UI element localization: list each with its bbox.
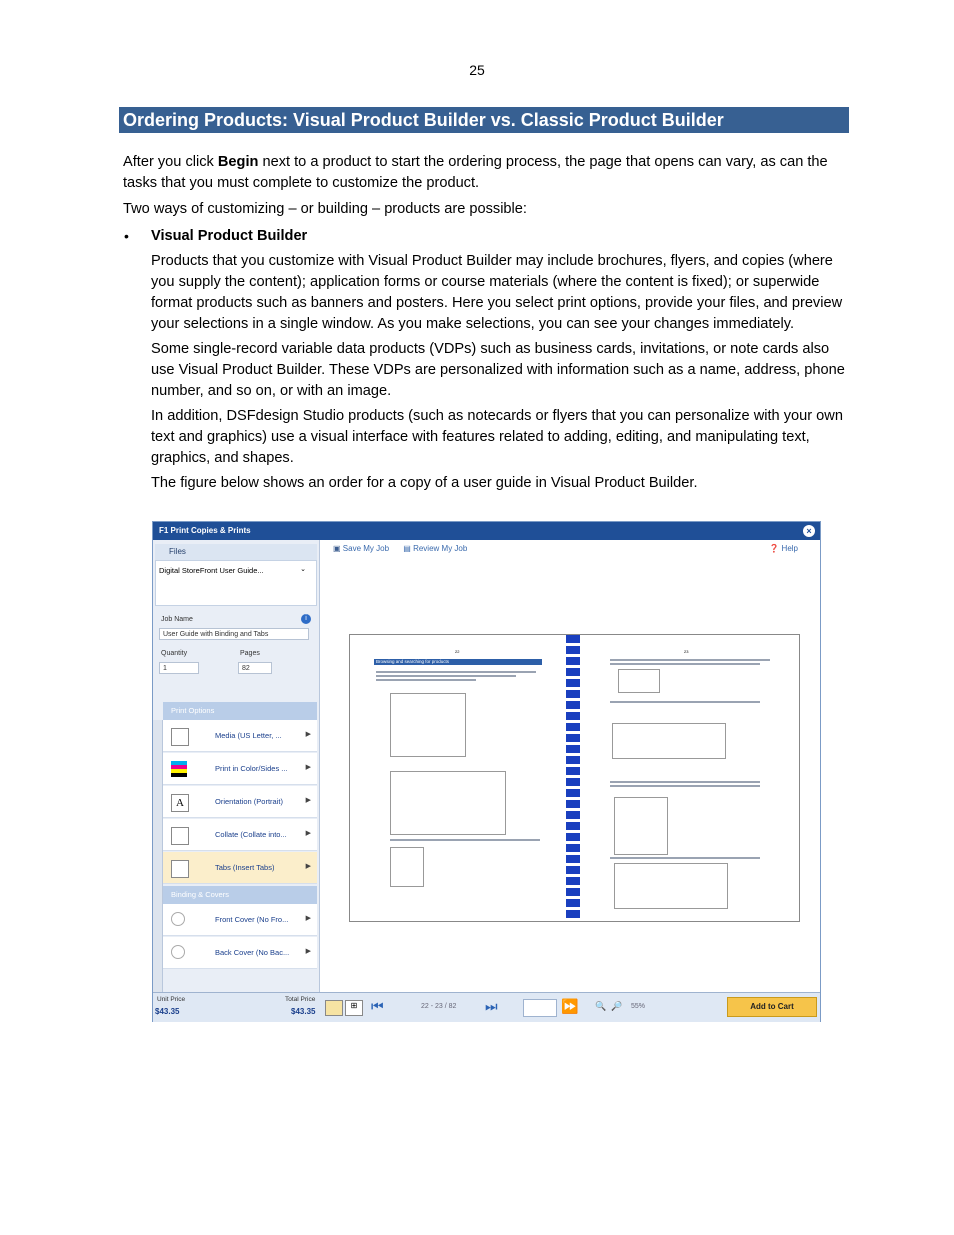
next-page-icon[interactable]: ⏩	[561, 998, 579, 1014]
radio-icon	[171, 912, 185, 926]
unit-price-label: Unit Price	[157, 996, 186, 1003]
color-icon	[171, 761, 187, 777]
options-scrollbar[interactable]	[153, 720, 163, 992]
total-price-label: Total Price	[285, 996, 316, 1003]
option-back-cover[interactable]: Back Cover (No Bac... ▶	[163, 937, 317, 969]
zoom-in-icon[interactable]: 🔍	[595, 1001, 607, 1011]
print-options-header[interactable]: Print Options	[163, 702, 317, 720]
unit-price-value: $43.35	[155, 1007, 180, 1016]
mini-screenshot	[614, 797, 668, 855]
window-title: F1 Print Copies & Prints	[153, 522, 820, 540]
mini-screenshot	[390, 771, 506, 835]
arrow-right-icon: ▶	[305, 797, 311, 804]
pages-label: Pages	[240, 650, 260, 657]
job-name-field[interactable]: User Guide with Binding and Tabs	[159, 628, 309, 640]
quantity-label: Quantity	[161, 650, 188, 657]
job-name-label: Job Name	[161, 616, 193, 623]
first-page-icon[interactable]: ⏮	[371, 998, 384, 1014]
grid-view-icon[interactable]: ⊞	[345, 1000, 363, 1016]
help-icon: ❓	[769, 544, 780, 553]
arrow-right-icon: ▶	[305, 948, 311, 955]
bottom-bar	[153, 992, 820, 1022]
product-builder-screenshot	[152, 521, 821, 1022]
option-front-cover[interactable]: Front Cover (No Fro... ▶	[163, 904, 317, 936]
collate-icon	[171, 827, 189, 845]
help-link[interactable]: ❓ Help	[769, 544, 798, 553]
bullet-paragraph: The figure below shows an order for a copy of a user guide in Visual Product Builder.	[151, 475, 698, 491]
pages-field[interactable]: 82	[238, 662, 272, 674]
review-icon: ▤	[403, 544, 411, 553]
option-orientation[interactable]: A Orientation (Portrait) ▶	[163, 786, 317, 818]
tabs-icon	[171, 860, 189, 878]
page-preview	[349, 634, 800, 922]
mini-screenshot	[614, 863, 728, 909]
arrow-right-icon: ▶	[305, 863, 311, 870]
page-range: 22 - 23 / 82	[421, 1003, 457, 1010]
media-icon	[171, 728, 189, 746]
total-price-value: $43.35	[291, 1007, 316, 1016]
option-tabs[interactable]: Tabs (Insert Tabs) ▶	[163, 852, 317, 884]
chevron-down-icon[interactable]: ⌄	[300, 566, 306, 573]
bullet-paragraph: Some single-record variable data products (VDPs) such as business cards, invitations, or note cards also use Visual Product Builder. These VDPs are personalized with information such as a name, address, phone number, and so on, or with an image.	[151, 341, 845, 399]
bullet-paragraph: Products that you customize with Visual Product Builder may include brochures, flyers, and copies (where you supply the content); application forms or course materials (where the content is fixed); or superwide format products such as banners and posters. Here you select print options, provide your files, and preview your selections in a single window. As you make selections, you can see your changes immediately.	[151, 253, 843, 332]
mini-screenshot	[612, 723, 726, 759]
intro-text: After you click Begin next to a product to start the ordering process, the page that opens can vary, as can the tasks that you must complete to customize the product. Two ways of customizing – or building – products are possible:	[123, 154, 828, 217]
left-panel	[153, 540, 320, 992]
option-media[interactable]: Media (US Letter, ... ▶	[163, 720, 317, 752]
file-name[interactable]: Digital StoreFront User Guide...	[159, 566, 264, 575]
spiral-binding	[566, 635, 580, 921]
page-number: 25	[469, 62, 485, 78]
zoom-level: 55%	[631, 1003, 646, 1010]
left-page-number: 22	[455, 649, 460, 654]
preview-toolbar	[333, 544, 467, 553]
arrow-right-icon: ▶	[305, 764, 311, 771]
bullet-icon: •	[124, 228, 129, 244]
single-page-view-icon[interactable]	[325, 1000, 343, 1016]
review-job-link[interactable]: Review My Job	[413, 544, 468, 553]
arrow-right-icon: ▶	[305, 731, 311, 738]
radio-icon	[171, 945, 185, 959]
bullet-paragraph: In addition, DSFdesign Studio products (such as notecards or flyers that you can personalize with your own text and graphics) use a visual interface with features related to adding, editing, and manipulating text, graphics, and shapes.	[151, 408, 843, 466]
quantity-field[interactable]: 1	[159, 662, 199, 674]
arrow-right-icon: ▶	[305, 915, 311, 922]
mini-screenshot	[390, 847, 424, 887]
mini-screenshot	[618, 669, 660, 693]
save-job-link[interactable]: Save My Job	[342, 544, 390, 553]
close-icon[interactable]: ×	[803, 525, 815, 537]
zoom-out-icon[interactable]: 🔎	[611, 1001, 623, 1011]
option-color[interactable]: Print in Color/Sides ... ▶	[163, 753, 317, 785]
save-icon: ▣	[333, 544, 341, 553]
section-heading: Ordering Products: Visual Product Builder vs. Classic Product Builder	[119, 107, 849, 133]
option-collate[interactable]: Collate (Collate into... ▶	[163, 819, 317, 851]
last-page-icon[interactable]: ⏭	[485, 998, 498, 1014]
page-input[interactable]	[523, 999, 557, 1017]
bullet-content	[151, 226, 846, 494]
info-icon[interactable]: i	[301, 614, 311, 624]
right-page-number: 23	[684, 649, 689, 654]
files-box	[155, 560, 317, 606]
files-header[interactable]: Files	[155, 544, 317, 560]
add-to-cart-button[interactable]: Add to Cart	[727, 997, 817, 1017]
left-page-heading: Browsing and searching for products	[374, 659, 542, 665]
bullet-title: Visual Product Builder	[151, 228, 308, 244]
mini-screenshot	[390, 693, 466, 757]
orientation-icon: A	[171, 794, 189, 812]
binding-header[interactable]: Binding & Covers	[163, 886, 317, 904]
arrow-right-icon: ▶	[305, 830, 311, 837]
